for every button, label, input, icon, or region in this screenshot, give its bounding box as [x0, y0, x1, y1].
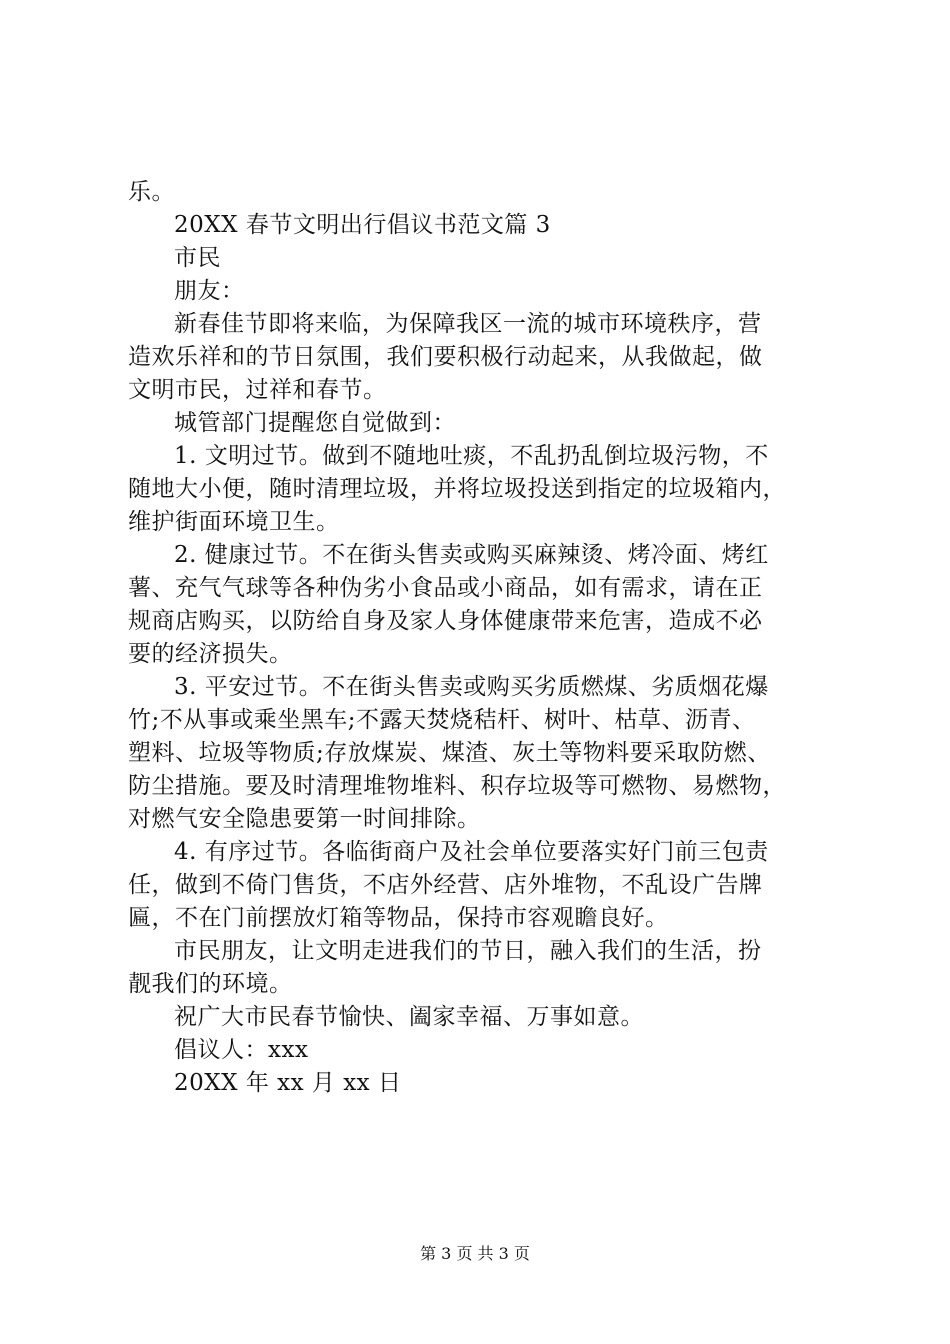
list-item-line: 匾，不在门前摆放灯箱等物品，保持市容观瞻良好。: [128, 905, 669, 931]
list-item-line: 要的经济损失。: [128, 641, 293, 667]
list-item-line: 维护街面环境卫生。: [128, 509, 340, 535]
paragraph-line: 文明市民，过祥和春节。: [128, 377, 387, 403]
page-footer: 第 3 页 共 3 页: [420, 1244, 530, 1263]
list-item-line: 4. 有序过节。各临街商户及社会单位要落实好门前三包责: [174, 839, 769, 865]
list-item-line: 2. 健康过节。不在街头售卖或购买麻辣烫、烤冷面、烤红: [174, 542, 769, 568]
list-item-line: 防尘措施。要及时清理堆物堆料、积存垃圾等可燃物、易燃物，: [128, 773, 786, 799]
list-item-line: 规商店购买，以防给自身及家人身体健康带来危害，造成不必: [128, 608, 763, 634]
list-item-line: 随地大小便，随时清理垃圾，并将垃圾投送到指定的垃圾箱内，: [128, 476, 786, 502]
section-title: 20XX 春节文明出行倡议书范文篇 3: [174, 212, 551, 238]
list-item-line: 任，做到不倚门售货，不店外经营、店外堆物，不乱设广告牌: [128, 872, 763, 898]
paragraph-line: 新春佳节即将来临，为保障我区一流的城市环境秩序，营: [174, 311, 762, 337]
paragraph-line: 城管部门提醒您自觉做到：: [174, 410, 456, 436]
closing-line: 祝广大市民春节愉快、阖家幸福、万事如意。: [174, 1004, 644, 1030]
list-item-line: 竹;不从事或乘坐黑车;不露天焚烧秸杆、树叶、枯草、沥青、: [128, 707, 756, 733]
document-body: [128, 176, 840, 1100]
paragraph-line: 造欢乐祥和的节日氛围，我们要积极行动起来，从我做起，做: [128, 344, 763, 370]
list-item-line: 1. 文明过节。做到不随地吐痰，不乱扔乱倒垃圾污物，不: [174, 443, 769, 469]
list-item-line: 对燃气安全隐患要第一时间排除。: [128, 806, 481, 832]
paragraph-line: 靓我们的环境。: [128, 971, 293, 997]
list-item-line: 塑料、垃圾等物质;存放煤炭、煤渣、灰土等物料要采取防燃、: [128, 740, 771, 766]
paragraph-line: 市民朋友，让文明走进我们的节日，融入我们的生活，扮: [174, 938, 762, 964]
signature-line: 倡议人：xxx: [174, 1037, 309, 1063]
list-item-line: 薯、充气气球等各种伪劣小食品或小商品，如有需求，请在正: [128, 575, 763, 601]
salutation-line: 朋友：: [174, 278, 245, 304]
salutation-line: 市民: [174, 245, 221, 271]
date-line: 20XX 年 xx 月 xx 日: [174, 1070, 402, 1096]
text-line: 乐。: [128, 179, 175, 205]
list-item-line: 3. 平安过节。不在街头售卖或购买劣质燃煤、劣质烟花爆: [174, 674, 769, 700]
